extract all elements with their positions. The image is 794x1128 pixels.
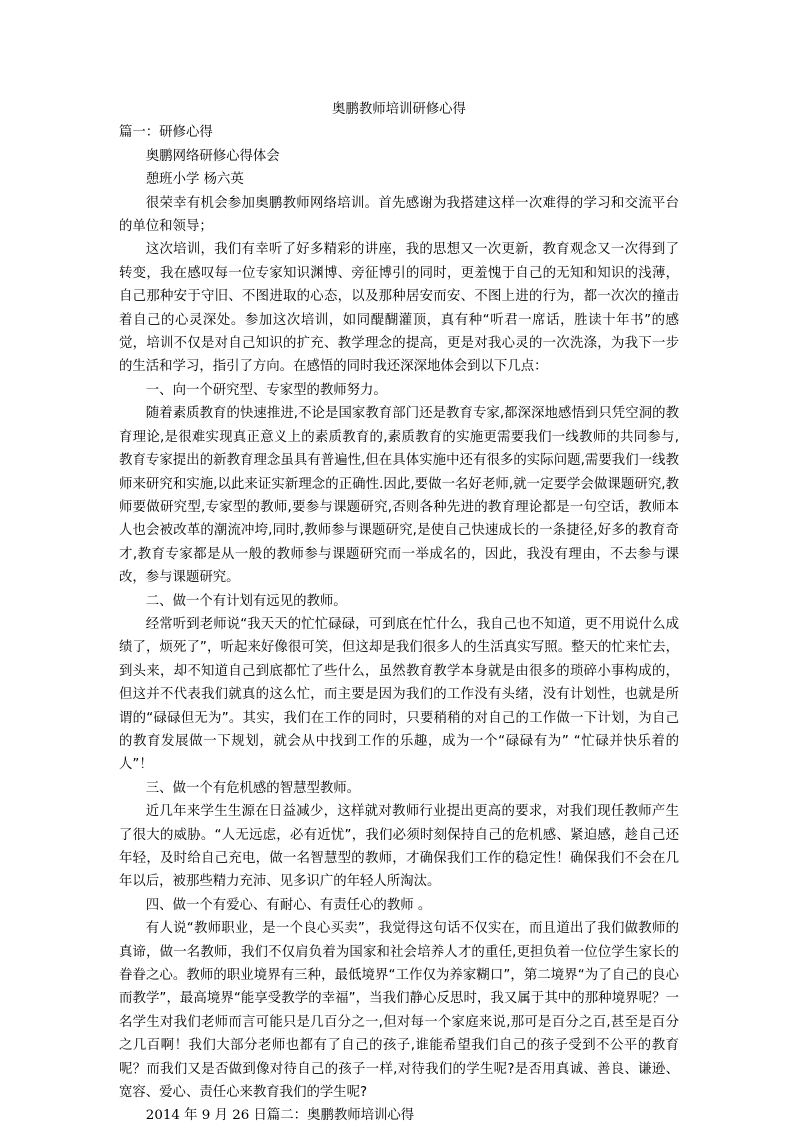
document-subtitle: 奥鹏网络研修心得体会	[145, 148, 280, 164]
document-title: 奥鹏教师培训研修心得	[332, 102, 466, 117]
point-heading-1: 一、向一个研究型、专家型的教师努力。	[145, 382, 387, 398]
point-heading-3: 三、做一个有危机感的智慧型教师。	[145, 780, 361, 796]
author-line: 憩班小学 杨六英	[145, 172, 244, 188]
date-footer: 2014 年 9 月 26 日篇二：奥鹏教师培训心得	[145, 1108, 415, 1124]
section-heading: 篇一：研修心得	[119, 125, 213, 141]
paragraph-point-2: 经常听到老师说“我天天的忙忙碌碌，可到底在忙什么，我自己也不知道，更不用说什么成绩了，烦死了”，听起来好像很可笑，但这却是我们很多人的生活真实写照。整天的忙来忙去，到头来，却不知道自己到底都忙了些什么，虽然教育教学本身就是由很多的琐碎小事构成的，但这并不代表我们就真的这么忙，而主要是因为我们的工作没有头绪，没有计划性，也就是所谓的“碌碌但无为”。其实，我们在工作的同时，只要稍稍的对自己的工作做一下计划，为自己的教育发展做一下规划，就会从中找到工作的乐趣，成为一个“碌碌有为” “忙碌并快乐着的人”！	[119, 616, 679, 773]
paragraph-point-3: 近几年来学生生源在日益减少，这样就对教师行业提出更高的要求，对我们现任教师产生了很大的威胁。“人无远虑，必有近忧”，我们必须时刻保持自己的危机感、紧迫感，趁自己还年轻，及时给自己充电，做一名智慧型的教师，才确保我们工作的稳定性！确保我们不会在几年以后，被那些精力充沛、见多识广的年轻人所淘汰。	[119, 804, 679, 890]
point-heading-2: 二、做一个有计划有远见的教师。	[145, 593, 347, 609]
paragraph-intro: 很荣幸有机会参加奥鹏教师网络培训。首先感谢为我搭建这样一次难得的学习和交流平台的单位和领导；	[119, 195, 679, 235]
paragraph-point-1: 随着素质教育的快速推进,不论是国家教育部门还是教育专家,都深深地感悟到只凭空洞的教育理论,是很难实现真正意义上的素质教育的,素质教育的实施更需要我们一线教师的共同参与,教育专家提出的新教育理念虽具有普遍性,但在具体实施中还有很多的实际问题,需要我们一线教师来研究和实施,以此来证实新理念的正确性.因此,要做一名好老师,就一定要学会做课题研究,教师要做研究型,专家型的教师,要参与课题研究,否则各种先进的教育理论都是一句空话，教师本人也会被改革的潮流冲垮,同时,教师参与课题研究,是使自己快速成长的一条捷径,好多的教育奇才,教育专家都是从一般的教师参与课题研究而一举成名的，因此，我没有理由，不去参与课改，参与课题研究。	[119, 406, 679, 586]
document-page	[119, 98, 679, 1128]
paragraph-point-4: 有人说“教师职业，是一个良心买卖”，我觉得这句话不仅实在，而且道出了我们做教师的真谛，做一名教师，我们不仅肩负着为国家和社会培养人才的重任,更担负着一位位学生家长的眷眷之心。教师的职业境界有三种，最低境界“工作仅为养家糊口”，第二境界“为了自己的良心而教学”，最高境界“能享受教学的幸福”，当我们静心反思时，我又属于其中的那种境界呢？一名学生对我们老师而言可能只是几百分之一,但对每一个家庭来说,那可是百分之百,甚至是百分之几百啊！我们大部分老师也都有了自己的孩子,谁能希望我们自己的孩子受到不公平的教育呢？而我们又是否做到像对待自己的孩子一样,对待我们的学生呢?是否用真诚、善良、谦逊、宽容、爱心、责任心来教育我们的学生呢?	[119, 921, 679, 1101]
point-heading-4: 四、做一个有爱心、有耐心、有责任心的教师 。	[145, 897, 432, 913]
paragraph-training: 这次培训，我们有幸听了好多精彩的讲座，我的思想又一次更新，教育观念又一次得到了转变，我在感叹每一位专家知识渊博、旁征博引的同时，更羞愧于自己的无知和知识的浅薄，自己那种安于守旧、不图进取的心态，以及那种居安而安、不图上进的行为，都一次次的撞击着自己的心灵深处。参加这次培训，如同醍醐灌顶，真有种“听君一席话，胜读十年书”的感觉，培训不仅是对自己知识的扩充、教学理念的提高，更是对我心灵的一次洗涤，为我下一步的生活和学习，指引了方向。在感悟的同时我还深深地体会到以下几点：	[119, 242, 679, 375]
